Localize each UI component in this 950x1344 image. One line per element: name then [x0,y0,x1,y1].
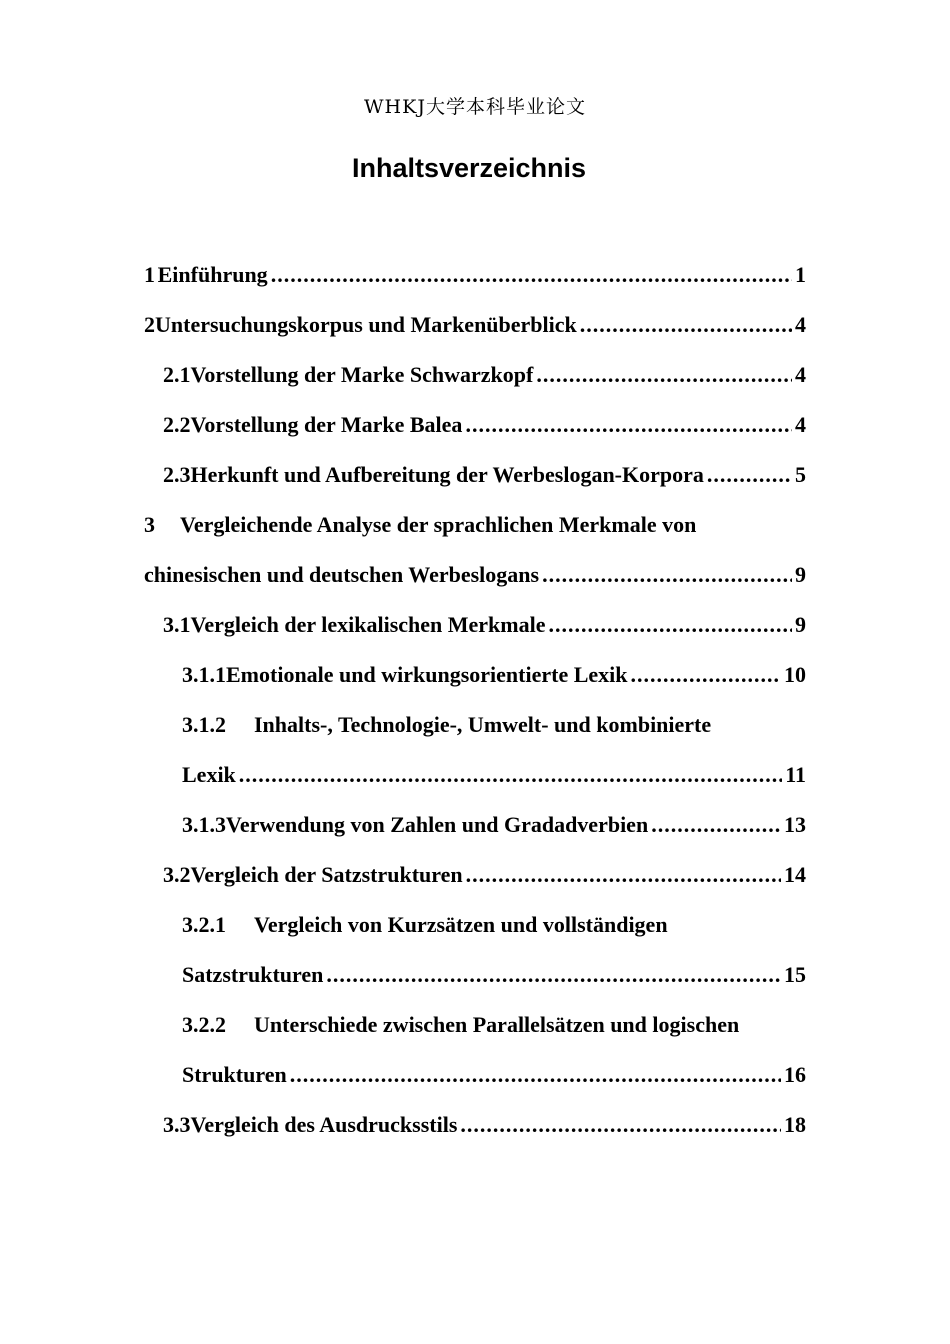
toc-entry-3-1-3[interactable] [0,800,950,850]
toc-leader [239,750,782,800]
toc-number: 3 [144,512,155,537]
toc-number: 3.1.3 [182,812,226,837]
toc-page: 5 [795,462,806,487]
toc-title: Vorstellung der Marke Balea [190,412,463,437]
toc-title-line1: Inhalts-, Technologie-, Umwelt- und kombinierte [254,712,712,737]
toc-entry-2-3[interactable] [0,450,950,500]
toc-title-line2: Satzstrukturen [182,962,324,987]
toc-number: 3.1.2 [182,712,226,737]
toc-number: 2.3 [163,462,191,487]
toc-number: 2.1 [163,362,191,387]
toc-title: Einführung [157,262,268,287]
toc-number: 2.2 [163,412,191,437]
toc-title: Verwendung von Zahlen und Gradadverbien [226,812,649,837]
toc-number: 3.1 [163,612,191,637]
toc-page: 10 [784,662,806,687]
toc-leader [326,950,781,1000]
toc-entry-3-continued[interactable] [0,550,950,600]
toc-page: 4 [795,362,806,387]
toc-entry-2-1[interactable] [0,350,950,400]
toc-title: Untersuchungskorpus und Markenüberblick [155,312,577,337]
toc-entry-2[interactable] [0,300,950,350]
toc-number: 3.2.2 [182,1012,226,1037]
running-header: WHKJ大学本科毕业论文 [364,96,586,118]
toc-entry-3-2-2[interactable] [0,1000,950,1050]
toc-entry-3-1-1[interactable] [0,650,950,700]
toc-entry-3-1-2[interactable] [0,700,950,750]
toc-leader [536,350,792,400]
toc-title-line1: Unterschiede zwischen Parallelsätzen und logischen [254,1012,740,1037]
toc-title: Vergleich der lexikalischen Merkmale [190,612,546,637]
toc-entry-3-1-2-continued[interactable] [0,750,950,800]
toc-entry-1[interactable] [0,250,950,300]
toc-page: 4 [795,412,806,437]
toc-page: 4 [795,312,806,337]
toc-number: 1 [144,262,155,287]
toc-number: 3.2 [163,862,191,887]
toc-leader [580,300,792,350]
toc-entry-2-2[interactable] [0,400,950,450]
toc-leader [465,400,792,450]
toc-title-line2: Strukturen [182,1062,287,1087]
toc-entry-3-1[interactable] [0,600,950,650]
toc-title-line2: chinesischen und deutschen Werbeslogans [144,562,540,587]
toc-leader [271,250,792,300]
toc-title: Herkunft und Aufbereitung der Werbeslogan-Korpora [190,462,704,487]
toc-number: 2 [144,312,155,337]
toc-leader [466,850,781,900]
page-title: Inhaltsverzeichnis [351,153,587,183]
toc-page: 11 [785,762,806,787]
toc-title-line2: Lexik [182,762,236,787]
toc-leader [549,600,793,650]
toc-leader [631,650,781,700]
toc-page: 1 [795,262,806,287]
toc-entry-3-2-1[interactable] [0,900,950,950]
toc-leader [651,800,781,850]
toc-leader [460,1100,781,1150]
toc-page: 14 [784,862,806,887]
toc-page: 15 [784,962,806,987]
toc-title: Vergleich der Satzstrukturen [190,862,463,887]
toc-leader [707,450,792,500]
toc-page: 9 [795,612,806,637]
table-of-contents [0,250,950,1150]
toc-entry-3-2-2-continued[interactable] [0,1050,950,1100]
toc-title: Vorstellung der Marke Schwarzkopf [190,362,534,387]
toc-number: 3.3 [163,1112,191,1137]
toc-page: 13 [784,812,806,837]
toc-title: Vergleich des Ausdrucksstils [190,1112,458,1137]
toc-number: 3.1.1 [182,662,226,687]
toc-title-line1: Vergleichende Analyse der sprachlichen Merkmale von [180,512,697,537]
toc-leader [542,550,792,600]
toc-page: 18 [784,1112,806,1137]
toc-leader [290,1050,781,1100]
toc-title: Emotionale und wirkungsorientierte Lexik [226,662,628,687]
toc-number: 3.2.1 [182,912,226,937]
toc-entry-3-2[interactable] [0,850,950,900]
toc-entry-3[interactable] [0,500,950,550]
toc-title-line1: Vergleich von Kurzsätzen und vollständigen [254,912,668,937]
toc-entry-3-2-1-continued[interactable] [0,950,950,1000]
toc-page: 9 [795,562,806,587]
toc-page: 16 [784,1062,806,1087]
toc-entry-3-3[interactable] [0,1100,950,1150]
